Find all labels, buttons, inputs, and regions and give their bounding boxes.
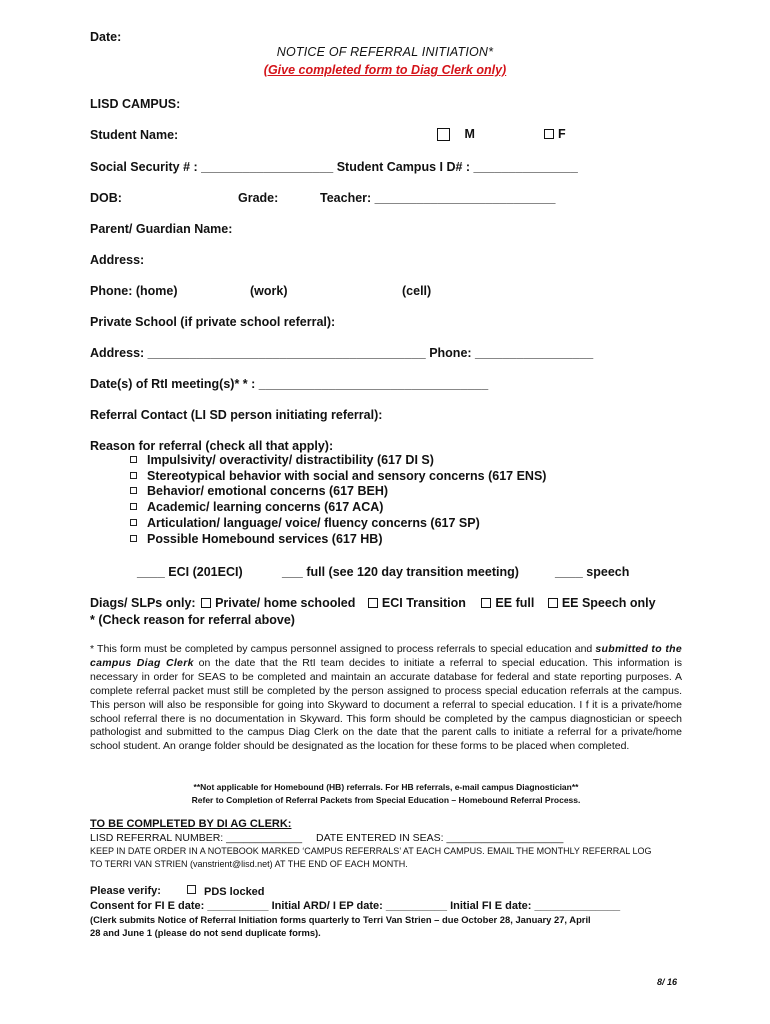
checkbox-icon[interactable] [130,456,137,463]
verify-dates-line: Consent for FI E date: __________ Initial ARD/ I EP date: __________ Initial FI E date: ______________ [90,900,621,912]
date-entered-line: DATE ENTERED IN SEAS: ____________________ [316,832,564,844]
reason-heading: Reason for referral (check all that apply): [90,439,334,453]
reason-item[interactable]: Stereotypical behavior with social and sensory concerns (617 ENS) [130,469,546,485]
sex-male-option[interactable] [437,127,475,141]
diags-label: Diags/ SLPs only: [90,596,196,610]
referral-contact-label: Referral Contact (LI SD person initiating referral): [90,408,383,422]
reason-item[interactable]: Academic/ learning concerns (617 ACA) [130,500,546,516]
rti-dates-line: Date(s) of RtI meeting(s)* * : _________________________________ [90,377,489,391]
reason-list [130,453,546,547]
checkbox-icon[interactable] [130,519,137,526]
checkbox-icon[interactable] [368,598,378,608]
diags-option-ee-full: EE full [495,596,535,610]
sex-female-label: F [558,127,566,141]
form-version: 8/ 16 [657,977,678,987]
checkbox-icon[interactable] [130,503,137,510]
private-address-line: Address: ________________________________________ Phone: _________________ [90,346,594,360]
checkbox-icon[interactable] [544,129,554,139]
campus-label: LISD CAMPUS: [90,97,181,111]
reason-item[interactable]: Articulation/ language/ voice/ fluency concerns (617 SP) [130,516,546,532]
pds-locked-option[interactable]: PDS locked [187,885,265,898]
reason-item[interactable]: Impulsivity/ overactivity/ distractibility (617 DI S) [130,453,546,469]
checkbox-icon[interactable] [437,128,450,141]
keep-instructions: TO TERRI VAN STRIEN (vanstrient@lisd.net) AT THE END OF EACH MONTH. [90,859,408,869]
clerk-heading: TO BE COMPLETED BY DI AG CLERK: [90,818,292,830]
transition-speech: ____ speech [555,565,630,579]
dob-label: DOB: [90,191,122,205]
address-label: Address: [90,253,145,267]
teacher-line: Teacher: __________________________ [320,191,556,205]
keep-instructions: KEEP IN DATE ORDER IN A NOTEBOOK MARKED ‘CAMPUS REFERRALS’ AT EACH CAMPUS. EMAIL THE MONTHLY REFERRAL LOG [90,846,652,856]
private-school-label: Private School (if private school referral): [90,315,336,329]
instructions-emphasis: to the campus Diag Clerk [90,643,682,669]
transition-full: ___ full (see 120 day transition meeting) [282,565,519,579]
transition-eci: ____ ECI (201ECI) [137,565,243,579]
phone-cell-label: (cell) [402,284,432,298]
reason-item[interactable]: Possible Homebound services (617 HB) [130,532,546,548]
phone-home-label: Phone: (home) [90,284,178,298]
parent-label: Parent/ Guardian Name: [90,222,233,236]
ssn-line: Social Security # : ___________________ Student Campus I D# : _______________ [90,160,578,174]
referral-number-line: LISD REFERRAL NUMBER: _____________ [90,832,303,844]
checkbox-icon[interactable] [548,598,558,608]
diags-note: * (Check reason for referral above) [90,613,295,627]
checkbox-icon[interactable] [187,885,196,894]
checkbox-icon[interactable] [481,598,491,608]
checkbox-icon[interactable] [130,487,137,494]
clerk-submit-note: 28 and June 1 (please do not send duplicate forms). [90,927,321,938]
grade-label: Grade: [238,191,279,205]
form-title: NOTICE OF REFERRAL INITIATION* [276,45,494,59]
instructions-emphasis: submitted [595,643,649,655]
diags-option-eci: ECI Transition [381,596,466,610]
checkbox-icon[interactable] [130,472,137,479]
sex-female-option[interactable] [544,127,566,141]
clerk-submit-note: (Clerk submits Notice of Referral Initiation forms quarterly to Terri Van Strien – due October 28, January 27, April [90,914,591,925]
sex-male-label: M [464,127,475,141]
reason-item[interactable]: Behavior/ emotional concerns (617 BEH) [130,484,546,500]
diags-option-private: Private/ home schooled [215,596,356,610]
diags-option-ee-speech: EE Speech only [561,596,656,610]
checkbox-icon[interactable] [201,598,211,608]
phone-work-label: (work) [250,284,288,298]
student-name-label: Student Name: [90,128,179,142]
instructions-paragraph: * This form must be completed by campus personnel assigned to process referrals to special education and submitted to the campus Diag Clerk on the date that the RtI team decides to initiate a referral to special education. This information is necessary in order for SEAS to be completed and maintain an accurate database for federal and state reporting purposes. A complete referral packet must still be completed by the person assigned to process special education referrals at the campus. This person will also be responsible for going into Skyward to document a referral to special education. I f it is a private/home school referral there is no documentation in Skyward. This form should be completed by the campus diagnostician or speech pathologist and submitted to the campus Diag Clerk on the date that the parent calls to initiate a referral for a private/home school student. An orange folder should be designated as the location for these forms to be placed when completed. [90,643,682,753]
hb-note: **Not applicable for Homebound (HB) referrals. For HB referrals, e-mail campus Diagnostician** Refer to Completion of Referral Packets from Special Education – Homebound Referral Process. [191,782,581,805]
diags-row [90,596,656,610]
date-label: Date: [90,30,122,44]
form-subtitle: (Give completed form to Diag Clerk only) [263,63,507,77]
checkbox-icon[interactable] [130,535,137,542]
verify-label: Please verify: [90,885,161,897]
